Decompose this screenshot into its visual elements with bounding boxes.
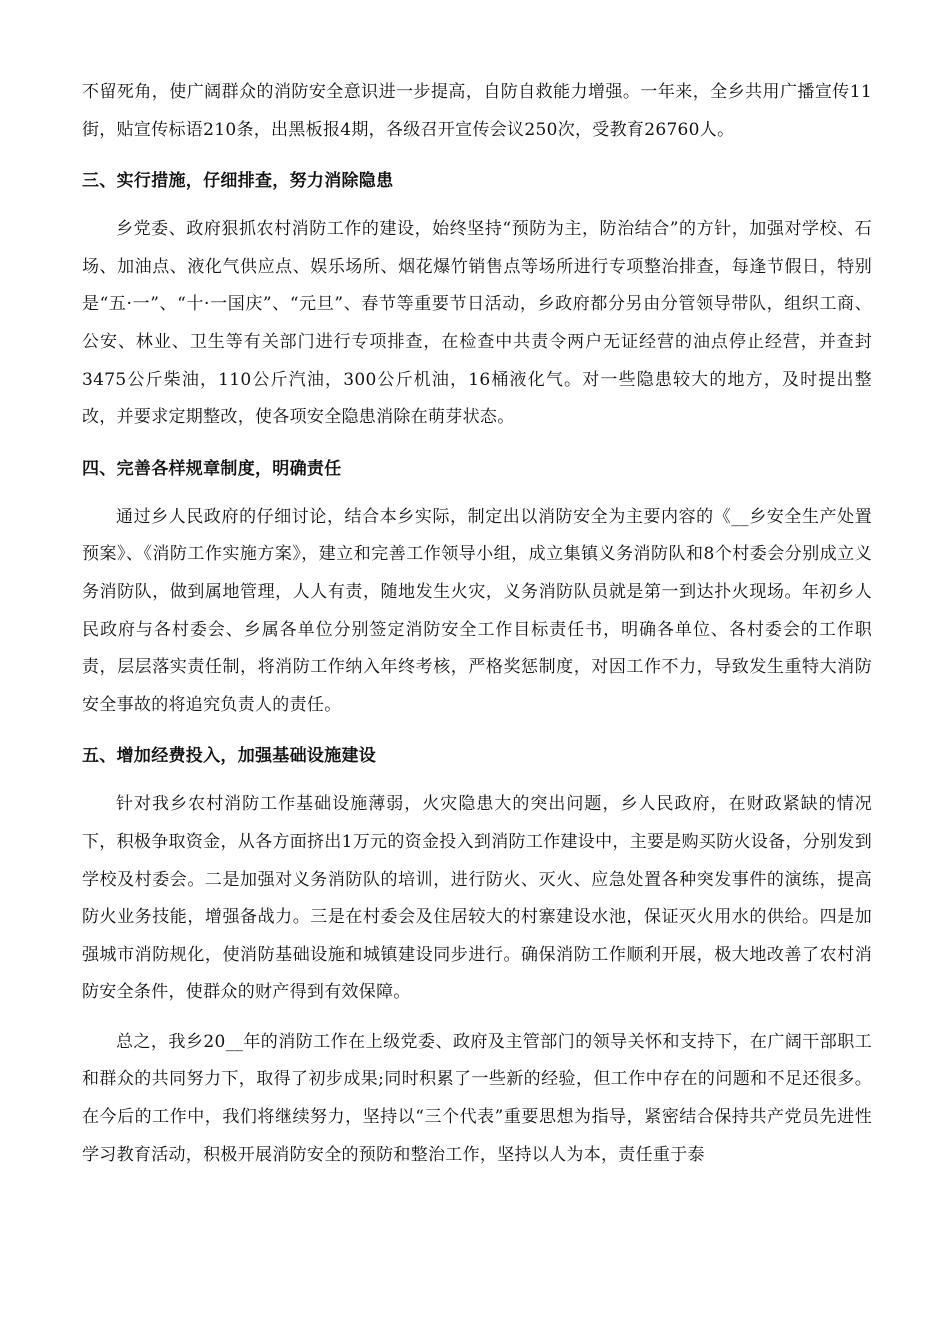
- closing-paragraph: 总之，我乡20__年的消防工作在上级党委、政府及主管部门的领导关怀和支持下，在广阔干部职工和群众的共同努力下，取得了初步成果;同时积累了一些新的经验，但工作中存在的问题和不足还很多。在今后的工作中，我们将继续努力，坚持以“三个代表”重要思想为指导，紧密结合保持共产党员先进性学习教育活动，积极开展消防安全的预防和整治工作，坚持以人为本，责任重于泰: [82, 1031, 872, 1165]
- section-heading-5: 五、增加经费投入，加强基础设施建设: [82, 746, 377, 767]
- section-heading-4: 四、完善各样规章制度，明确责任: [82, 458, 342, 479]
- intro-paragraph: 不留死角，使广阔群众的消防安全意识进一步提高，自防自救能力增强。一年来，全乡共用广播宣传11街，贴宣传标语210条，出黑板报4期，各级召开宣传会议250次，受教育26760人。: [82, 82, 872, 140]
- section-paragraph-3: 乡党委、政府狠抓农村消防工作的建设，始终坚持“预防为主，防治结合”的方针，加强对学校、石场、加油点、液化气供应点、娱乐场所、烟花爆竹销售点等场所进行专项整治排查，每逢节假日，特别是“五·一”、“十·一国庆”、“元旦”、春节等重要节日活动，乡政府都分另由分管领导带队，组织工商、公安、林业、卫生等有关部门进行专项排查，在检查中共责令两户无证经营的油点停止经营，并查封3475公斤柴油，110公斤汽油，300公斤机油，16桶液化气。对一些隐患较大的地方，及时提出整改，并要求定期整改，使各项安全隐患消除在萌芽状态。: [82, 219, 872, 428]
- document-page: [82, 74, 872, 1174]
- section-paragraph-4: 通过乡人民政府的仔细讨论，结合本乡实际，制定出以消防安全为主要内容的《__乡安全生产处置预案》、《消防工作实施方案》，建立和完善工作领导小组，成立集镇义务消防队和8个村委会分别成立义务消防队，做到属地管理，人人有责，随地发生火灾，义务消防队员就是第一到达扑火现场。年初乡人民政府与各村委会、乡属各单位分别签定消防安全工作目标责任书，明确各单位、各村委会的工作职责，层层落实责任制，将消防工作纳入年终考核，严格奖惩制度，对因工作不力，导致发生重特大消防安全事故的将追究负责人的责任。: [82, 506, 872, 715]
- section-paragraph-5: 针对我乡农村消防工作基础设施薄弱，火灾隐患大的突出问题，乡人民政府，在财政紧缺的情况下，积极争取资金，从各方面挤出1万元的资金投入到消防工作建设中，主要是购买防火设备，分别发到学校及村委会。二是加强对义务消防队的培训，进行防火、灭火、应急处置各种突发事件的演练，提高防火业务技能，增强备战力。三是在村委会及住居较大的村寨建设水池，保证灭火用水的供给。四是加强城市消防规化，使消防基础设施和城镇建设同步进行。确保消防工作顺利开展，极大地改善了农村消防安全条件，使群众的财产得到有效保障。: [82, 794, 872, 1003]
- section-heading-3: 三、实行措施，仔细排查，努力消除隐患: [82, 171, 394, 192]
